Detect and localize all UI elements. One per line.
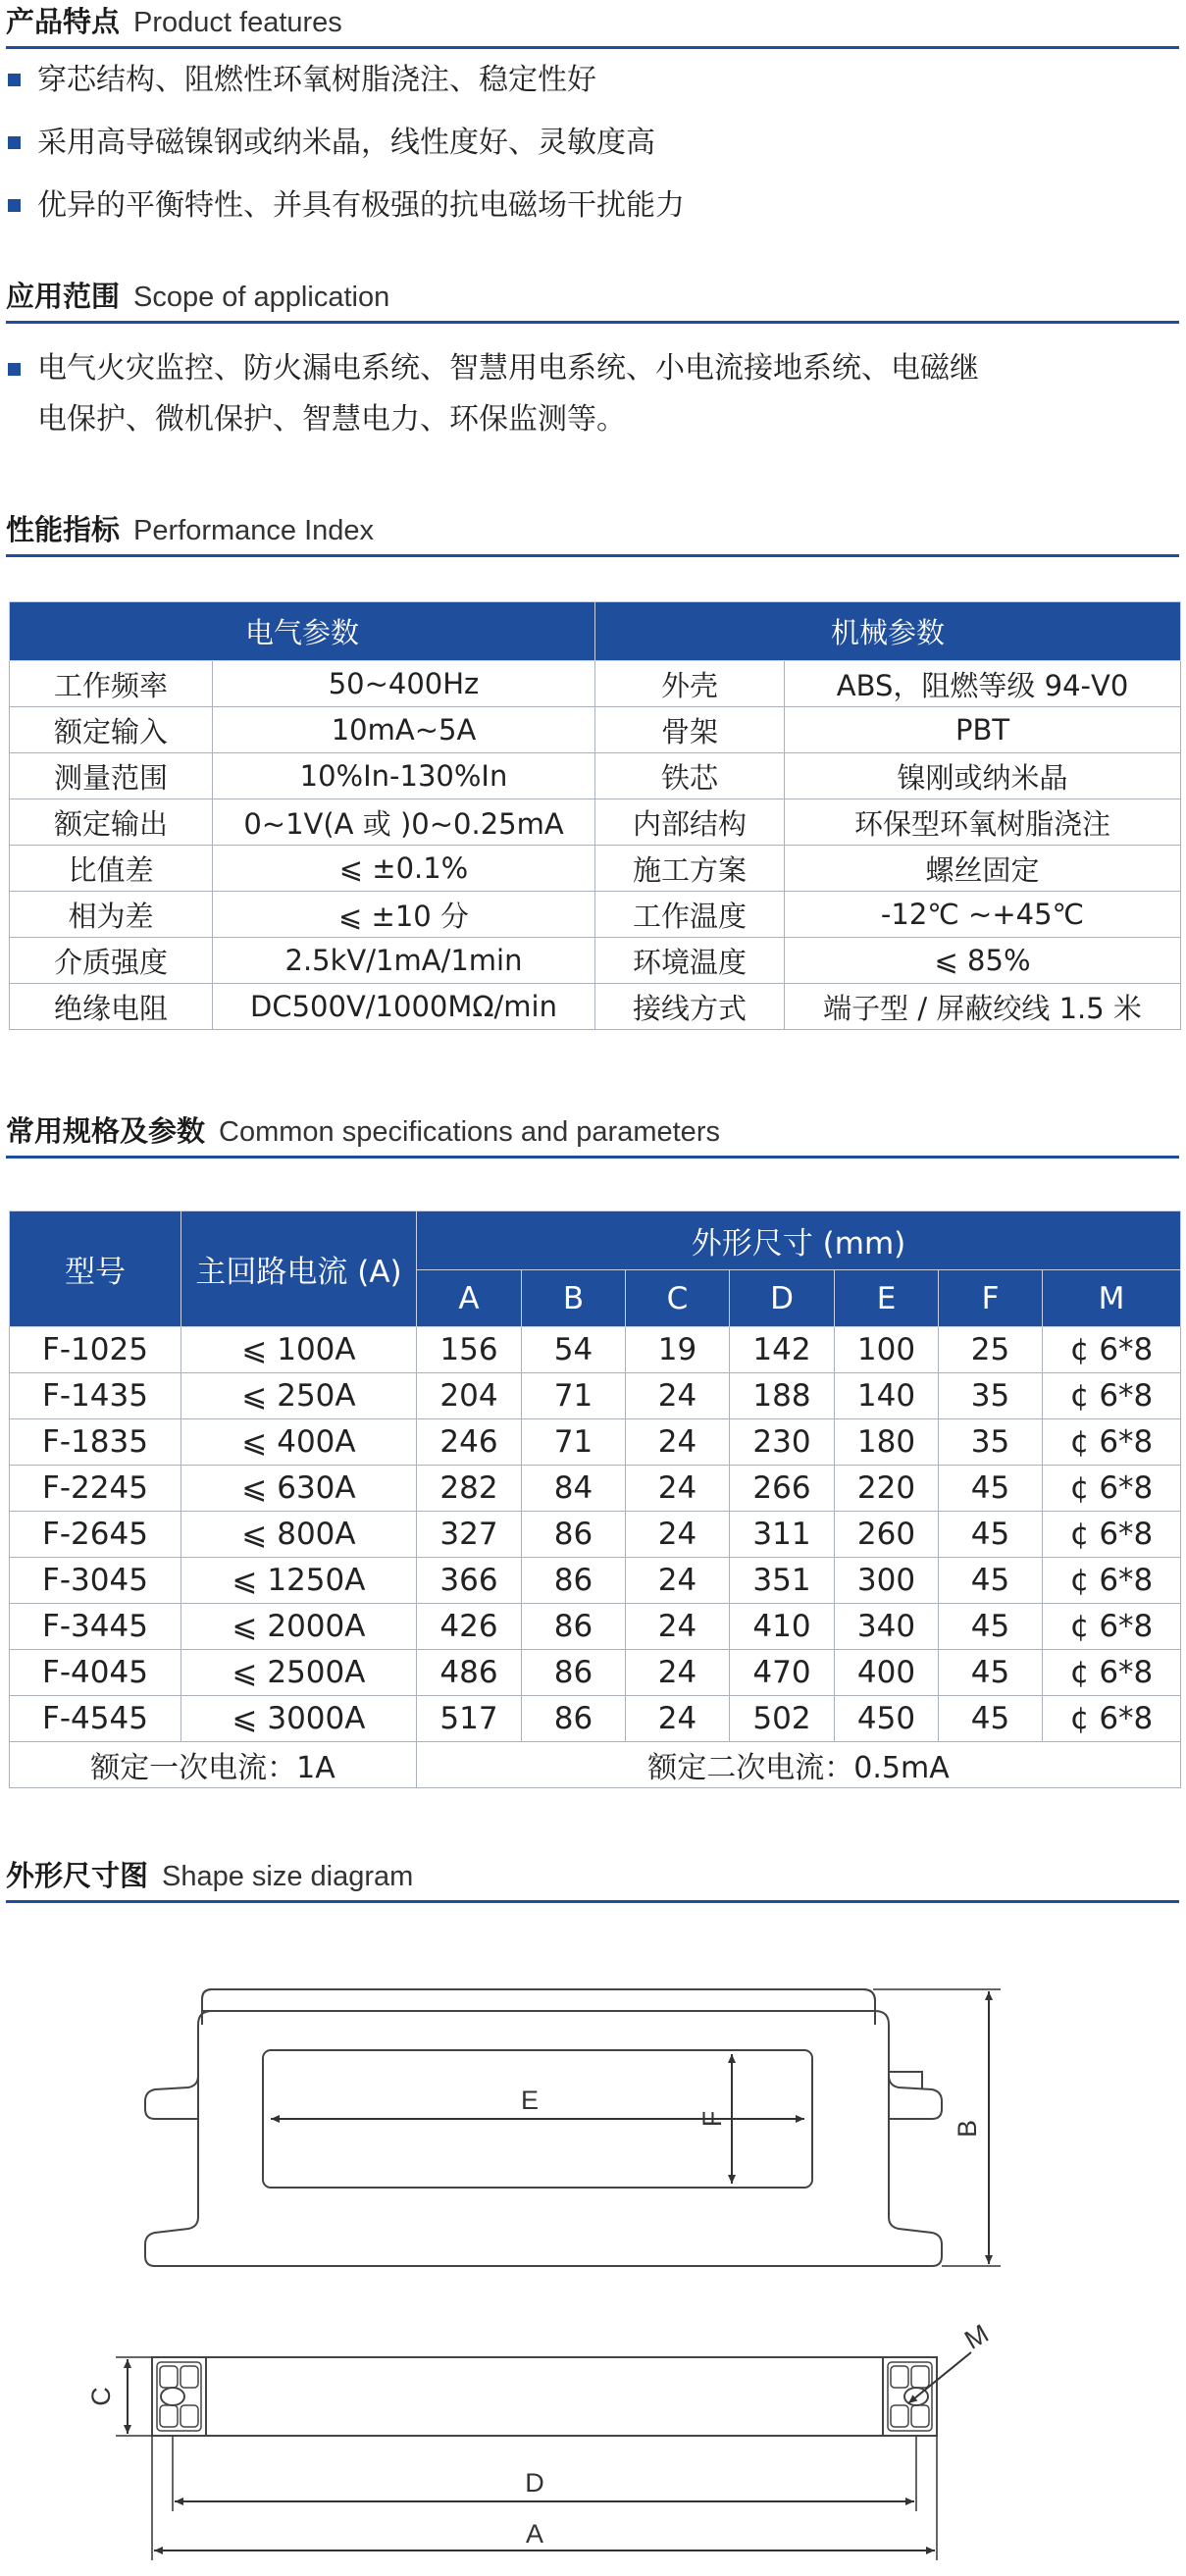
table-cell: 470	[730, 1650, 835, 1696]
table-row	[10, 1650, 1181, 1696]
table-cell: 45	[939, 1512, 1043, 1558]
mount-hole-left	[161, 2388, 184, 2405]
table-cell: 内部结构	[595, 799, 785, 846]
table-cell: ⩽ 2000A	[181, 1604, 417, 1650]
features-header	[6, 0, 1179, 49]
dim-header-f: F	[939, 1270, 1043, 1327]
table-cell: 25	[939, 1327, 1043, 1373]
table-cell: 410	[730, 1604, 835, 1650]
specs-header	[6, 1109, 1179, 1159]
table-row	[10, 1558, 1181, 1604]
table-cell: 300	[835, 1558, 939, 1604]
table-cell: ¢ 6*8	[1043, 1604, 1181, 1650]
table-cell: 接线方式	[595, 984, 785, 1030]
performance-table-header	[10, 602, 1181, 661]
table-cell: 比值差	[10, 846, 213, 892]
table-cell: ⩽ 85%	[785, 938, 1181, 984]
side-view-body	[152, 2357, 937, 2436]
table-cell: 156	[417, 1327, 522, 1373]
dim-a-label: A	[525, 2519, 544, 2549]
dim-f-label: F	[697, 2110, 727, 2128]
specs-title-cn: 常用规格及参数	[6, 1114, 206, 1148]
table-cell: 486	[417, 1650, 522, 1696]
table-row	[10, 1327, 1181, 1373]
table-cell: ⩽ 800A	[181, 1512, 417, 1558]
specs-title-en: Common specifications and parameters	[219, 1116, 720, 1148]
table-cell: 282	[417, 1466, 522, 1512]
dim-m-label: M	[959, 2318, 994, 2355]
table-cell: 35	[939, 1419, 1043, 1466]
table-row	[10, 984, 1181, 1030]
diagram-title-en: Shape size diagram	[162, 1861, 414, 1892]
table-cell: 24	[626, 1650, 730, 1696]
diagram-header	[6, 1854, 1179, 1903]
application-title-en: Scope of application	[133, 282, 390, 313]
rated-secondary-current: 额定二次电流：0.5mA	[417, 1742, 1181, 1788]
table-cell: 327	[417, 1512, 522, 1558]
table-cell: 45	[939, 1604, 1043, 1650]
table-cell: 502	[730, 1696, 835, 1742]
dim-header-b: B	[522, 1270, 626, 1327]
table-row	[10, 707, 1181, 753]
table-cell: ⩽ 1250A	[181, 1558, 417, 1604]
table-cell: F-3445	[10, 1604, 181, 1650]
table-cell: 340	[835, 1604, 939, 1650]
table-cell: F-1835	[10, 1419, 181, 1466]
table-cell: 24	[626, 1604, 730, 1650]
table-row	[10, 1604, 1181, 1650]
application-line-1: 电气火灾监控、防火漏电系统、智慧用电系统、小电流接地系统、电磁继	[37, 351, 979, 386]
mechanical-params-header: 机械参数	[595, 602, 1181, 661]
table-row	[10, 799, 1181, 846]
electrical-params-header: 电气参数	[10, 602, 595, 661]
dim-header-d: D	[730, 1270, 835, 1327]
spec-table-header	[10, 1211, 1181, 1270]
table-cell: F-2645	[10, 1512, 181, 1558]
table-cell: 24	[626, 1373, 730, 1419]
table-cell: 环保型环氧树脂浇注	[785, 799, 1181, 846]
table-cell: 相为差	[10, 892, 213, 938]
table-cell: F-4545	[10, 1696, 181, 1742]
table-cell: 45	[939, 1696, 1043, 1742]
table-cell: 140	[835, 1373, 939, 1419]
table-cell: 0~1V(A 或 )0~0.25mA	[213, 799, 595, 846]
table-cell: 86	[522, 1650, 626, 1696]
table-cell: 86	[522, 1604, 626, 1650]
table-cell: ¢ 6*8	[1043, 1327, 1181, 1373]
table-cell: 400	[835, 1650, 939, 1696]
table-cell: ¢ 6*8	[1043, 1419, 1181, 1466]
table-cell: F-4045	[10, 1650, 181, 1696]
table-cell: ⩽ 100A	[181, 1327, 417, 1373]
table-cell: 外壳	[595, 661, 785, 707]
dim-b-label: B	[953, 2119, 982, 2138]
table-cell: 142	[730, 1327, 835, 1373]
table-cell: F-1435	[10, 1373, 181, 1419]
table-cell: 额定输入	[10, 707, 213, 753]
table-row	[10, 661, 1181, 707]
dim-c-label: C	[86, 2387, 116, 2406]
table-cell: 24	[626, 1512, 730, 1558]
dim-header-c: C	[626, 1270, 730, 1327]
table-row	[10, 1466, 1181, 1512]
table-cell: 镍刚或纳米晶	[785, 753, 1181, 799]
shape-size-diagram	[0, 1942, 1186, 2570]
table-cell: 54	[522, 1327, 626, 1373]
table-cell: 45	[939, 1558, 1043, 1604]
table-row	[10, 1512, 1181, 1558]
table-cell: ⩽ 250A	[181, 1373, 417, 1419]
dim-e-label: E	[520, 2086, 540, 2115]
table-cell: 24	[626, 1558, 730, 1604]
table-cell: 螺丝固定	[785, 846, 1181, 892]
table-cell: 426	[417, 1604, 522, 1650]
table-cell: 绝缘电阻	[10, 984, 213, 1030]
table-cell: 45	[939, 1466, 1043, 1512]
dim-header-m: M	[1043, 1270, 1181, 1327]
table-cell: 366	[417, 1558, 522, 1604]
table-cell: 骨架	[595, 707, 785, 753]
table-cell: 环境温度	[595, 938, 785, 984]
application-line-2: 电保护、微机保护、智慧电力、环保监测等。	[37, 402, 626, 437]
table-cell: 45	[939, 1650, 1043, 1696]
diagram-title-cn: 外形尺寸图	[6, 1859, 149, 1892]
table-cell: 220	[835, 1466, 939, 1512]
table-cell: 19	[626, 1327, 730, 1373]
table-cell: 100	[835, 1327, 939, 1373]
table-cell: ¢ 6*8	[1043, 1558, 1181, 1604]
table-cell: DC500V/1000MΩ/min	[213, 984, 595, 1030]
application-title-cn: 应用范围	[6, 280, 121, 313]
rated-primary-current: 额定一次电流：1A	[10, 1742, 417, 1788]
table-cell: 介质强度	[10, 938, 213, 984]
dim-header-e: E	[835, 1270, 939, 1327]
application-header	[6, 275, 1179, 324]
table-cell: 86	[522, 1696, 626, 1742]
model-column-header: 型号	[10, 1211, 181, 1327]
features-list	[6, 49, 1179, 237]
table-cell: 86	[522, 1512, 626, 1558]
dimensions-column-header: 外形尺寸 (mm)	[417, 1211, 1181, 1270]
table-cell: F-3045	[10, 1558, 181, 1604]
performance-table	[9, 601, 1181, 1030]
spec-table	[9, 1211, 1181, 1788]
table-row	[10, 1373, 1181, 1419]
feature-item: 穿芯结构、阻燃性环氧树脂浇注、稳定性好	[6, 49, 1179, 112]
table-cell: 230	[730, 1419, 835, 1466]
table-cell: ¢ 6*8	[1043, 1466, 1181, 1512]
table-cell: 工作频率	[10, 661, 213, 707]
current-column-header: 主回路电流 (A)	[181, 1211, 417, 1327]
table-cell: 工作温度	[595, 892, 785, 938]
table-cell: ⩽ 2500A	[181, 1650, 417, 1696]
table-cell: ⩽ 400A	[181, 1419, 417, 1466]
table-cell: ⩽ ±0.1%	[213, 846, 595, 892]
table-cell: 84	[522, 1466, 626, 1512]
table-row	[10, 892, 1181, 938]
feature-item: 采用高导磁镍钢或纳米晶，线性度好、灵敏度高	[6, 112, 1179, 175]
table-cell: ⩽ 3000A	[181, 1696, 417, 1742]
table-cell: 24	[626, 1466, 730, 1512]
table-cell: 86	[522, 1558, 626, 1604]
features-title-cn: 产品特点	[6, 5, 121, 38]
dim-header-a: A	[417, 1270, 522, 1327]
performance-header	[6, 508, 1179, 557]
table-cell: 10mA~5A	[213, 707, 595, 753]
table-cell: ¢ 6*8	[1043, 1696, 1181, 1742]
table-row	[10, 1419, 1181, 1466]
table-cell: 铁芯	[595, 753, 785, 799]
spec-table-body	[10, 1327, 1181, 1742]
table-cell: 204	[417, 1373, 522, 1419]
table-cell: 517	[417, 1696, 522, 1742]
table-cell: 351	[730, 1558, 835, 1604]
table-row	[10, 1696, 1181, 1742]
table-cell: 24	[626, 1419, 730, 1466]
performance-title-cn: 性能指标	[6, 513, 121, 546]
table-cell: 71	[522, 1419, 626, 1466]
table-cell: F-2245	[10, 1466, 181, 1512]
table-row	[10, 753, 1181, 799]
dim-d-label: D	[525, 2468, 544, 2498]
table-cell: 2.5kV/1mA/1min	[213, 938, 595, 984]
table-cell: 188	[730, 1373, 835, 1419]
table-cell: 71	[522, 1373, 626, 1419]
table-cell: 260	[835, 1512, 939, 1558]
performance-title-en: Performance Index	[133, 515, 375, 546]
table-cell: 450	[835, 1696, 939, 1742]
table-cell: 施工方案	[595, 846, 785, 892]
table-cell: -12℃ ~+45℃	[785, 892, 1181, 938]
table-cell: 24	[626, 1696, 730, 1742]
table-cell: PBT	[785, 707, 1181, 753]
table-cell: ABS，阻燃等级 94-V0	[785, 661, 1181, 707]
table-cell: ⩽ ±10 分	[213, 892, 595, 938]
table-cell: 246	[417, 1419, 522, 1466]
table-cell: ⩽ 630A	[181, 1466, 417, 1512]
features-title-en: Product features	[133, 7, 342, 38]
table-cell: ¢ 6*8	[1043, 1373, 1181, 1419]
feature-item: 优异的平衡特性、并具有极强的抗电磁场干扰能力	[6, 175, 1179, 237]
table-cell: 10%In-130%In	[213, 753, 595, 799]
table-row	[10, 846, 1181, 892]
table-cell: ¢ 6*8	[1043, 1512, 1181, 1558]
table-cell: ¢ 6*8	[1043, 1650, 1181, 1696]
table-cell: 311	[730, 1512, 835, 1558]
application-text	[6, 343, 1185, 445]
table-cell: F-1025	[10, 1327, 181, 1373]
table-cell: 50~400Hz	[213, 661, 595, 707]
front-view-top	[202, 1989, 875, 2011]
table-row	[10, 938, 1181, 984]
table-cell: 180	[835, 1419, 939, 1466]
spec-table-footer	[10, 1742, 1181, 1788]
table-cell: 额定输出	[10, 799, 213, 846]
table-cell: 端子型 / 屏蔽绞线 1.5 米	[785, 984, 1181, 1030]
table-cell: 266	[730, 1466, 835, 1512]
table-cell: 35	[939, 1373, 1043, 1419]
table-cell: 测量范围	[10, 753, 213, 799]
